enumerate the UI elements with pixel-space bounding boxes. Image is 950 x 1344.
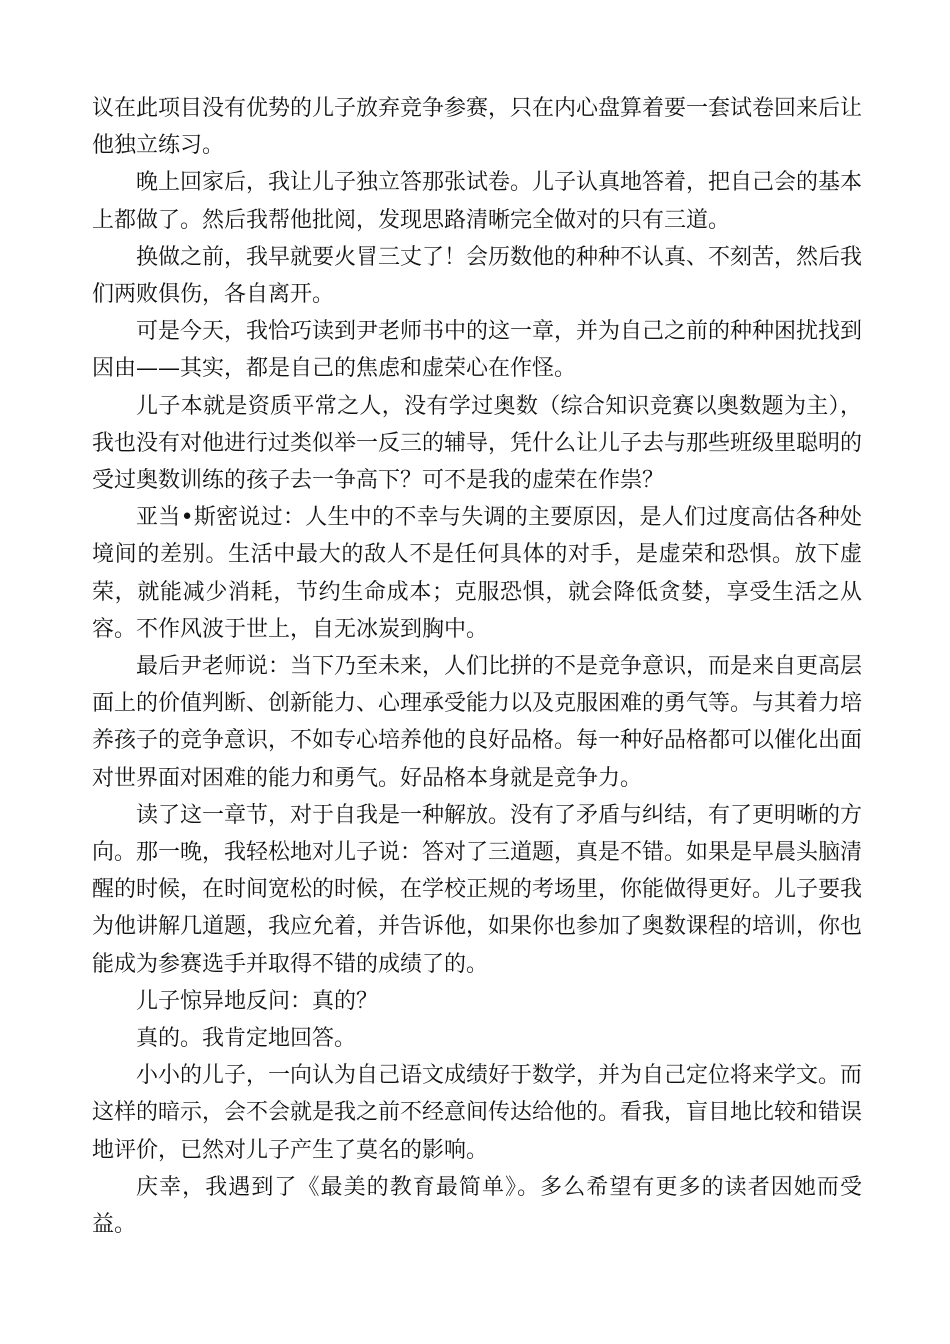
paragraph: 最后尹老师说：当下乃至未来，人们比拼的不是竞争意识，而是来自更高层面上的价值判断、创新能力、心理承受能力以及克服困难的勇气等。与其着力培养孩子的竞争意识，不如专心培养他的良好品格。每一种好品格都可以催化出面对世界面对困难的能力和勇气。好品格本身就是竞争力。 [92,654,863,791]
document-body [92,90,862,1243]
paragraph: 儿子本就是资质平常之人，没有学过奥数（综合知识竞赛以奥数题为主），我也没有对他进行过类似举一反三的辅导，凭什么让儿子去与那些班级里聪明的受过奥数训练的孩子去一争高下？可不是我的虚荣在作祟？ [92,393,863,494]
paragraph: 换做之前，我早就要火冒三丈了！会历数他的种种不认真、不刻苦，然后我们两败俱伤，各自离开。 [92,244,863,308]
paragraph: 庆幸，我遇到了《最美的教育最简单》。多么希望有更多的读者因她而受益。 [92,1174,862,1238]
paragraph: 小小的儿子，一向认为自己语文成绩好于数学，并为自己定位将来学文。而这样的暗示，会不会就是我之前不经意间传达给他的。看我，盲目地比较和错误地评价，已然对儿子产生了莫名的影响。 [92,1063,863,1163]
paragraph-continuation: 议在此项目没有优势的儿子放弃竞争参赛，只在内心盘算着要一套试卷回来后让他独立练习。 [92,96,863,159]
paragraph: 真的。我肯定地回答。 [136,1026,357,1052]
paragraph: 亚当•斯密说过：人生中的不幸与失调的主要原因，是人们过度高估各种处境间的差别。生活中最大的敌人不是任何具体的对手，是虚荣和恐惧。放下虚荣，就能减少消耗，节约生命成本；克服恐惧，就会降低贪婪，享受生活之从容。不作风波于世上，自无冰炭到胸中。 [92,505,862,642]
paragraph: 晚上回家后，我让儿子独立答那张试卷。儿子认真地答着，把自己会的基本上都做了。然后我帮他批阅，发现思路清晰完全做对的只有三道。 [92,170,863,233]
paragraph: 读了这一章节，对于自我是一种解放。没有了矛盾与纠结，有了更明晰的方向。那一晚，我轻松地对儿子说：答对了三道题，真是不错。如果是早晨头脑清醒的时候，在时间宽松的时候，在学校正规的考场里，你能做得更好。儿子要我为他讲解几道题，我应允着，并告诉他，如果你也参加了奥数课程的培训，你也能成为参赛选手并取得不错的成绩了的。 [92,802,863,977]
paragraph: 可是今天，我恰巧读到尹老师书中的这一章，并为自己之前的种种困扰找到因由——其实，都是自己的焦虑和虚荣心在作怪。 [92,319,863,382]
paragraph: 儿子惊异地反问：真的？ [136,988,379,1014]
